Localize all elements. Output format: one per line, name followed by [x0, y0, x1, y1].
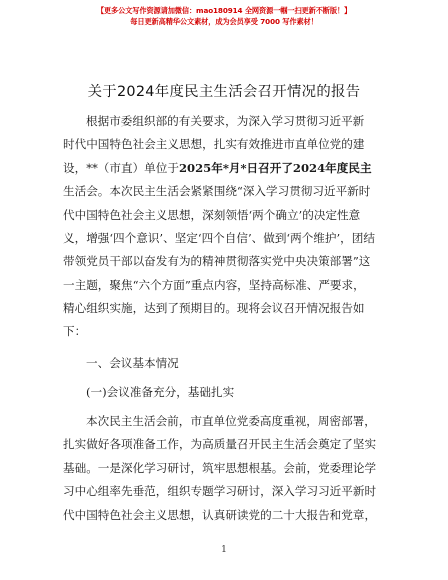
prep-line-3: 基础。一是深化学习研讨，筑牢思想根基。会前，党委理论学	[63, 460, 377, 475]
preparation-paragraph	[63, 410, 391, 527]
subsection-heading-1: (一)会议准备充分，基础扎实	[86, 385, 235, 399]
promo-banner-line-2: 每日更新高精华公文素材，成为会员享受 7000 写作素材！	[130, 17, 318, 26]
intro-line-8: 一主题，聚焦“六个方面”重点内容，坚持高标准、严要求，	[63, 277, 365, 292]
meeting-date-emphasis: 2025年*月*日召开了2024年度民主	[178, 160, 372, 175]
intro-line-1: 根据市委组织部的有关要求，为深入学习贯彻习近平新	[86, 114, 365, 128]
intro-paragraph	[63, 110, 391, 321]
intro-line-7: 带领党员干部以奋发有为的精神贯彻落实党中央决策部署”这	[63, 254, 371, 269]
prep-line-1: 本次民主生活会前，市直单位党委高度重视，周密部署，	[86, 414, 376, 428]
intro-line-4: 生活会。本次民主生活会紧紧围绕“深入学习贯彻习近平新时	[63, 184, 371, 199]
prep-line-4: 习中心组率先垂范，组织专题学习研讨，深入学习习近平新时	[63, 484, 377, 499]
prep-line-2: 扎实做好各项准备工作，为高质量召开民主生活会奠定了坚实	[63, 437, 377, 452]
document-title: 关于2024年度民主生活会召开情况的报告	[87, 84, 361, 100]
promo-banner	[0, 6, 448, 27]
intro-line-3-text: 设，**（市直）单位于	[63, 160, 179, 175]
intro-line-9: 精心组织实施，达到了预期目的。现将会议召开情况报告如	[63, 301, 365, 316]
prep-line-5: 代中国特色社会主义思想，认真研读党的二十大报告和党章，	[63, 507, 377, 522]
intro-line-10: 下：	[63, 324, 87, 338]
page-number: 1	[221, 545, 227, 555]
intro-line-5: 代中国特色社会主义思想，深刻领悟‘两个确立’的决定性意	[63, 207, 361, 222]
intro-line-6: 义，增强‘四个意识’、坚定‘四个自信’、做到‘两个维护’，团结	[63, 230, 375, 245]
promo-banner-line-1: 【更多公文写作资源请加微信：mao180914 全网资源一帼一扫更新不断版！】	[96, 6, 352, 15]
intro-last-line	[63, 320, 391, 343]
intro-line-2: 时代中国特色社会主义思想，扎实有效推进市直单位党的建	[63, 137, 365, 152]
intro-line-3	[63, 157, 391, 180]
section-heading-1: 一、会议基本情况	[86, 356, 179, 370]
